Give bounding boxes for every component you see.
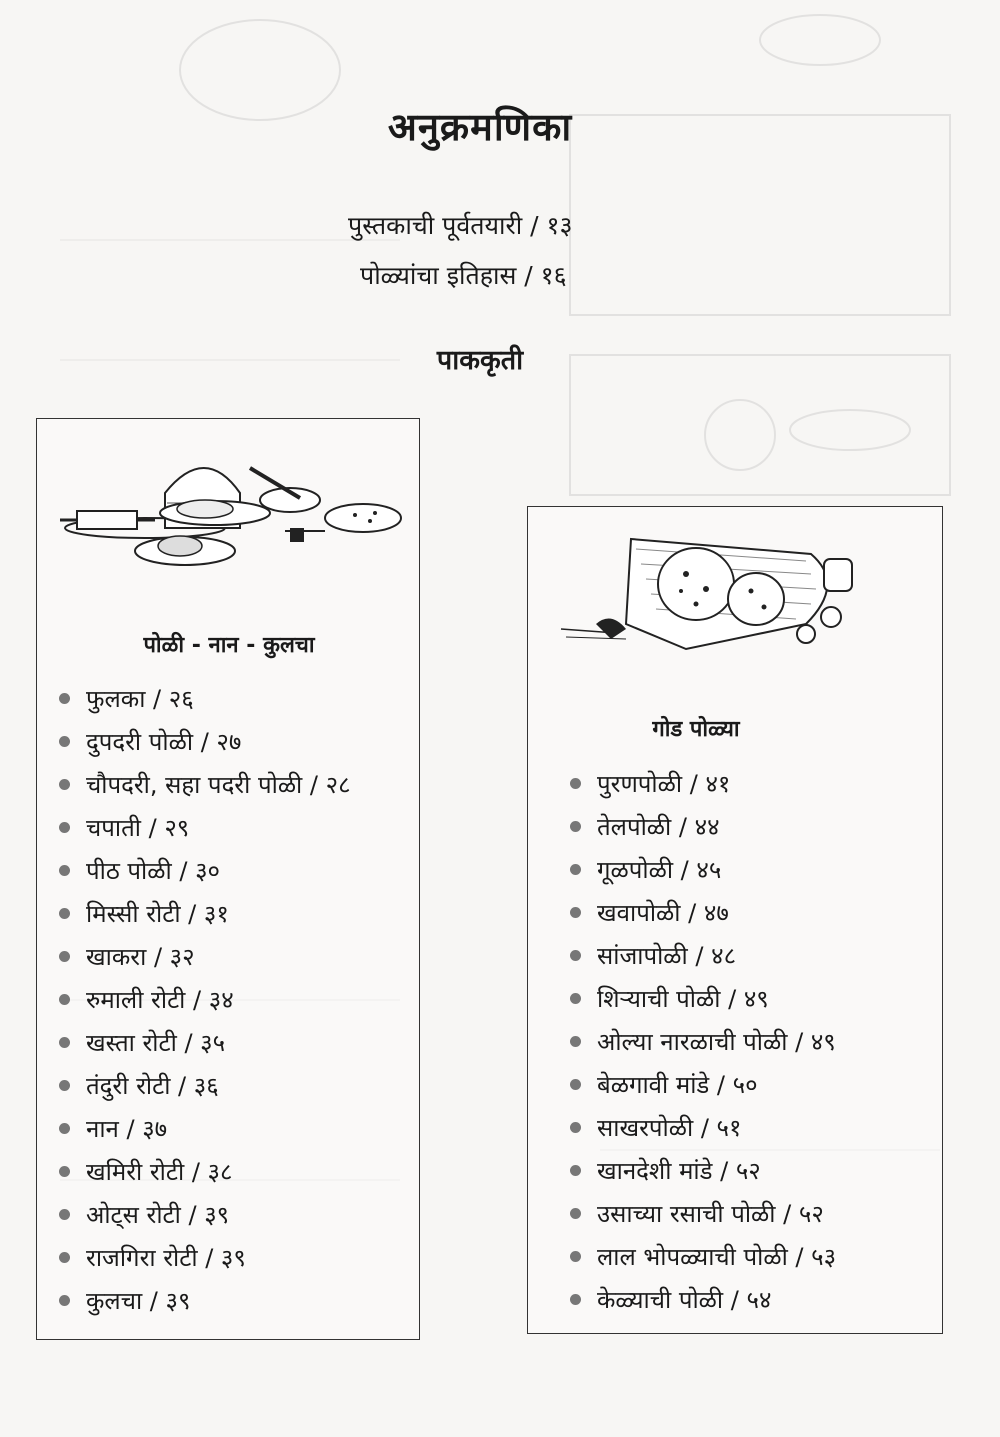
bullet-icon	[59, 908, 70, 919]
bullet-icon	[570, 1208, 581, 1219]
list-item[interactable]: कुलचा / ३९	[59, 1279, 351, 1322]
bullet-icon	[59, 779, 70, 790]
sweet-poli-illustration	[556, 529, 916, 659]
list-item[interactable]: लाल भोपळ्याची पोळी / ५३	[570, 1235, 836, 1278]
bullet-icon	[570, 821, 581, 832]
intro-item-preparation[interactable]: पुस्तकाची पूर्वतयारी / १३	[348, 211, 573, 240]
list-item[interactable]: खानदेशी मांडे / ५२	[570, 1149, 836, 1192]
list-item[interactable]: शिऱ्याची पोळी / ४९	[570, 977, 836, 1020]
bullet-icon	[59, 951, 70, 962]
intro-item-history[interactable]: पोळ्यांचा इतिहास / १६	[360, 261, 567, 290]
bullet-icon	[59, 1037, 70, 1048]
bullet-icon	[570, 1122, 581, 1133]
bullet-icon	[570, 1165, 581, 1176]
list-item[interactable]: उसाच्या रसाची पोळी / ५२	[570, 1192, 836, 1235]
list-item[interactable]: पीठ पोळी / ३०	[59, 849, 351, 892]
bullet-icon	[570, 1036, 581, 1047]
bullet-icon	[570, 1294, 581, 1305]
bullet-icon	[59, 822, 70, 833]
bullet-icon	[59, 736, 70, 747]
list-item[interactable]: फुलका / २६	[59, 677, 351, 720]
list-item[interactable]: चौपदरी, सहा पदरी पोळी / २८	[59, 763, 351, 806]
list-item[interactable]: ओट्स रोटी / ३९	[59, 1193, 351, 1236]
bullet-icon	[59, 1080, 70, 1091]
list-item[interactable]: साखरपोळी / ५१	[570, 1106, 836, 1149]
bullet-icon	[59, 693, 70, 704]
list-item[interactable]: ओल्या नारळाची पोळी / ४९	[570, 1020, 836, 1063]
box-heading-sweet: गोड पोळ्या	[652, 717, 740, 742]
bullet-icon	[570, 1251, 581, 1262]
box-heading-bread: पोळी - नान - कुलचा	[143, 633, 315, 658]
list-item[interactable]: गूळपोळी / ४५	[570, 848, 836, 891]
sweet-recipe-list	[570, 762, 836, 1321]
list-item[interactable]: सांजापोळी / ४८	[570, 934, 836, 977]
bullet-icon	[570, 864, 581, 875]
bullet-icon	[59, 1209, 70, 1220]
toc-box-sweet-polis	[527, 506, 943, 1334]
list-item[interactable]: बेळगावी मांडे / ५०	[570, 1063, 836, 1106]
list-item[interactable]: पुरणपोळी / ४१	[570, 762, 836, 805]
bullet-icon	[59, 994, 70, 1005]
bullet-icon	[59, 1166, 70, 1177]
list-item[interactable]: तंदुरी रोटी / ३६	[59, 1064, 351, 1107]
page-title: अनुक्रमणिका	[387, 105, 573, 149]
list-item[interactable]: राजगिरा रोटी / ३९	[59, 1236, 351, 1279]
bullet-icon	[570, 778, 581, 789]
bullet-icon	[570, 993, 581, 1004]
list-item[interactable]: दुपदरी पोळी / २७	[59, 720, 351, 763]
list-item[interactable]: मिस्सी रोटी / ३१	[59, 892, 351, 935]
list-item[interactable]: खवापोळी / ४७	[570, 891, 836, 934]
list-item[interactable]: रुमाली रोटी / ३४	[59, 978, 351, 1021]
bullet-icon	[570, 1079, 581, 1090]
list-item[interactable]: नान / ३७	[59, 1107, 351, 1150]
section-heading-recipes: पाककृती	[436, 345, 524, 376]
bullet-icon	[59, 1123, 70, 1134]
bullet-icon	[59, 1295, 70, 1306]
bread-recipe-list	[59, 677, 351, 1322]
list-item[interactable]: खस्ता रोटी / ३५	[59, 1021, 351, 1064]
list-item[interactable]: तेलपोळी / ४४	[570, 805, 836, 848]
list-item[interactable]: खाकरा / ३२	[59, 935, 351, 978]
flatbread-illustration	[55, 433, 405, 583]
list-item[interactable]: खमिरी रोटी / ३८	[59, 1150, 351, 1193]
bullet-icon	[59, 1252, 70, 1263]
toc-box-bread-naan-kulcha	[36, 418, 420, 1340]
list-item[interactable]: चपाती / २९	[59, 806, 351, 849]
bullet-icon	[570, 907, 581, 918]
bullet-icon	[570, 950, 581, 961]
bullet-icon	[59, 865, 70, 876]
list-item[interactable]: केळ्याची पोळी / ५४	[570, 1278, 836, 1321]
